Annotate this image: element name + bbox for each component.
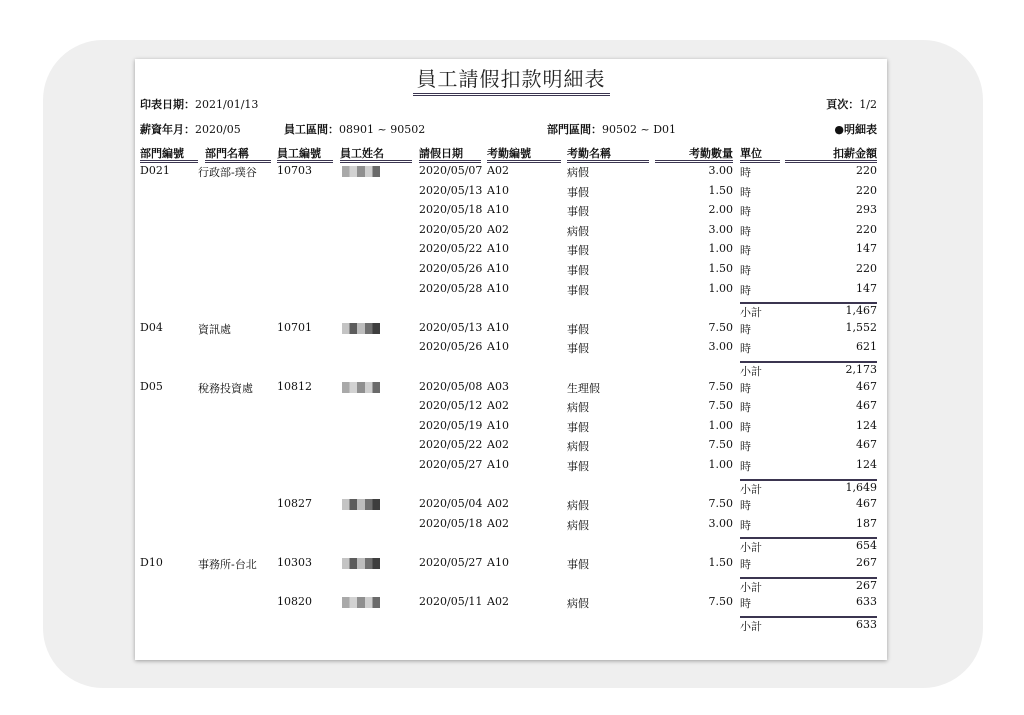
cell-att-code: A02 — [487, 399, 509, 413]
subtotal-amount: 1,467 — [845, 304, 877, 318]
cell-att-name: 病假 — [567, 597, 589, 611]
cell-att-code: A10 — [487, 242, 509, 256]
cell-att-name: 事假 — [567, 264, 589, 277]
cell-att-name: 事假 — [567, 185, 589, 199]
cell-amount: 467 — [856, 379, 877, 393]
subtotal-amount: 654 — [856, 539, 877, 553]
cell-att-code: A10 — [487, 320, 509, 334]
cell-leave-date: 2020/05/18 — [419, 516, 483, 530]
header-underline — [205, 160, 271, 163]
cell-att-name: 病假 — [567, 224, 589, 238]
redacted-employee-name — [342, 499, 380, 510]
cell-att-name: 病假 — [567, 518, 589, 532]
redacted-employee-name — [342, 166, 380, 177]
cell-quantity: 1.00 — [708, 242, 733, 256]
cell-quantity: 1.00 — [708, 418, 733, 432]
subtotal-label: 小計 — [740, 541, 762, 555]
subtotal-label: 小計 — [740, 365, 762, 378]
cell-leave-date: 2020/05/28 — [419, 281, 483, 295]
cell-amount: 267 — [856, 556, 877, 569]
cell-att-name: 事假 — [567, 205, 589, 219]
cell-quantity: 7.50 — [708, 438, 733, 452]
cell-att-code: A10 — [487, 262, 509, 275]
cell-unit: 時 — [740, 283, 751, 297]
cell-unit: 時 — [740, 460, 751, 473]
cell-unit: 時 — [740, 420, 751, 434]
cell-quantity: 1.50 — [708, 556, 733, 569]
cell-unit: 時 — [740, 558, 751, 571]
cell-amount: 467 — [856, 497, 877, 511]
cell-dept-name: 行政部-璞谷 — [198, 166, 257, 179]
cell-amount: 633 — [856, 595, 877, 609]
cell-leave-date: 2020/05/20 — [419, 222, 483, 236]
cell-leave-date: 2020/05/27 — [419, 556, 483, 569]
cell-att-code: A02 — [487, 497, 509, 511]
pay-month: 薪資年月：2020/05 — [140, 123, 241, 136]
cell-unit: 時 — [740, 224, 751, 238]
department-range: 部門區間：90502 ~ D01 — [547, 123, 677, 136]
cell-att-name: 病假 — [567, 166, 589, 179]
cell-amount: 220 — [856, 183, 877, 197]
cell-leave-date: 2020/05/08 — [419, 379, 483, 393]
cell-quantity: 1.50 — [708, 183, 733, 197]
cell-unit: 時 — [740, 401, 751, 415]
cell-emp-no: 10303 — [277, 556, 312, 569]
cell-amount: 220 — [856, 222, 877, 236]
subtotal-label: 小計 — [740, 306, 762, 320]
cell-dept-name: 事務所-台北 — [198, 558, 257, 571]
cell-leave-date: 2020/05/12 — [419, 399, 483, 413]
cell-quantity: 3.00 — [708, 516, 733, 530]
cell-dept-no: D021 — [140, 164, 170, 177]
cell-unit: 時 — [740, 518, 751, 532]
cell-att-code: A10 — [487, 203, 509, 217]
cell-leave-date: 2020/05/26 — [419, 262, 483, 275]
cell-amount: 220 — [856, 164, 877, 177]
redacted-employee-name — [342, 323, 380, 334]
report-mode: ●明細表 — [834, 123, 877, 136]
header-underline — [277, 160, 333, 163]
subtotal-label: 小計 — [740, 619, 762, 633]
cell-unit: 時 — [740, 322, 751, 336]
cell-emp-no: 10820 — [277, 595, 312, 609]
subtotal-label: 小計 — [740, 482, 762, 496]
cell-quantity: 7.50 — [708, 399, 733, 413]
page-number: 頁次：1/2 — [826, 98, 877, 111]
cell-quantity: 1.00 — [708, 458, 733, 471]
cell-leave-date: 2020/05/04 — [419, 497, 483, 511]
cell-att-name: 事假 — [567, 420, 589, 434]
cell-att-code: A10 — [487, 418, 509, 432]
cell-att-name: 事假 — [567, 558, 589, 571]
subtotal-amount: 2,173 — [845, 363, 877, 376]
cell-quantity: 1.50 — [708, 262, 733, 275]
subtotal-amount: 267 — [856, 578, 877, 592]
cell-amount: 467 — [856, 399, 877, 413]
cell-amount: 467 — [856, 438, 877, 452]
cell-quantity: 3.00 — [708, 340, 733, 354]
cell-emp-no: 10827 — [277, 497, 312, 511]
cell-att-name: 事假 — [567, 460, 589, 473]
cell-att-code: A10 — [487, 183, 509, 197]
cell-leave-date: 2020/05/11 — [419, 595, 483, 609]
col-amount: 扣薪金額 — [833, 147, 877, 160]
cell-unit: 時 — [740, 381, 751, 395]
cell-att-name: 病假 — [567, 401, 589, 415]
cell-att-code: A02 — [487, 516, 509, 530]
header-underline — [785, 160, 877, 163]
cell-emp-no: 10701 — [277, 320, 312, 334]
cell-leave-date: 2020/05/07 — [419, 164, 483, 177]
cell-quantity: 7.50 — [708, 379, 733, 393]
cell-dept-name: 稅務投資處 — [198, 381, 253, 395]
cell-amount: 220 — [856, 262, 877, 275]
report-page — [135, 59, 887, 660]
header-underline — [487, 160, 561, 163]
cell-dept-no: D04 — [140, 320, 163, 334]
cell-unit: 時 — [740, 342, 751, 356]
cell-unit: 時 — [740, 440, 751, 454]
cell-att-code: A02 — [487, 595, 509, 609]
cell-att-name: 病假 — [567, 440, 589, 454]
cell-leave-date: 2020/05/27 — [419, 458, 483, 471]
col-att-code: 考勤編號 — [487, 147, 531, 160]
redacted-employee-name — [342, 382, 380, 393]
cell-unit: 時 — [740, 205, 751, 219]
cell-dept-no: D05 — [140, 379, 163, 393]
cell-att-code: A10 — [487, 556, 509, 569]
cell-att-code: A02 — [487, 164, 509, 177]
cell-att-name: 事假 — [567, 244, 589, 258]
cell-amount: 147 — [856, 281, 877, 295]
report-title: 員工請假扣款明細表 — [135, 63, 887, 96]
cell-amount: 293 — [856, 203, 877, 217]
col-emp-name: 員工姓名 — [340, 147, 384, 160]
header-underline — [340, 160, 412, 163]
cell-unit: 時 — [740, 166, 751, 179]
cell-att-code: A02 — [487, 438, 509, 452]
cell-quantity: 7.50 — [708, 595, 733, 609]
cell-att-code: A02 — [487, 222, 509, 236]
redacted-employee-name — [342, 558, 380, 569]
subtotal-amount: 1,649 — [845, 480, 877, 494]
cell-att-code: A10 — [487, 458, 509, 471]
header-underline — [419, 160, 481, 163]
subtotal-amount: 633 — [856, 617, 877, 631]
header-underline — [740, 160, 780, 163]
col-leave-date: 請假日期 — [419, 147, 463, 160]
cell-att-name: 事假 — [567, 322, 589, 336]
col-quantity: 考勤數量 — [689, 147, 733, 160]
cell-quantity: 3.00 — [708, 222, 733, 236]
cell-dept-no: D10 — [140, 556, 163, 569]
cell-leave-date: 2020/05/26 — [419, 340, 483, 354]
cell-quantity: 7.50 — [708, 497, 733, 511]
cell-amount: 124 — [856, 418, 877, 432]
header-underline — [655, 160, 733, 163]
header-underline — [567, 160, 649, 163]
cell-emp-no: 10703 — [277, 164, 312, 177]
cell-quantity: 2.00 — [708, 203, 733, 217]
cell-amount: 1,552 — [845, 320, 877, 334]
cell-att-name: 病假 — [567, 499, 589, 513]
print-date: 印表日期：2021/01/13 — [140, 98, 259, 111]
col-att-name: 考勤名稱 — [567, 147, 611, 160]
cell-emp-no: 10812 — [277, 379, 312, 393]
cell-att-code: A10 — [487, 340, 509, 354]
cell-att-name: 事假 — [567, 342, 589, 356]
cell-quantity: 7.50 — [708, 320, 733, 334]
cell-unit: 時 — [740, 185, 751, 199]
cell-amount: 621 — [856, 340, 877, 354]
cell-leave-date: 2020/05/22 — [419, 438, 483, 452]
cell-amount: 147 — [856, 242, 877, 256]
cell-amount: 124 — [856, 458, 877, 471]
cell-unit: 時 — [740, 597, 751, 611]
col-emp-no: 員工編號 — [277, 147, 321, 160]
cell-leave-date: 2020/05/22 — [419, 242, 483, 256]
subtotal-label: 小計 — [740, 580, 762, 594]
cell-quantity: 1.00 — [708, 281, 733, 295]
cell-leave-date: 2020/05/13 — [419, 183, 483, 197]
col-unit: 單位 — [740, 147, 762, 160]
cell-amount: 187 — [856, 516, 877, 530]
cell-att-name: 生理假 — [567, 381, 600, 395]
cell-leave-date: 2020/05/13 — [419, 320, 483, 334]
cell-leave-date: 2020/05/18 — [419, 203, 483, 217]
col-dept-no: 部門編號 — [140, 147, 184, 160]
col-dept-name: 部門名稱 — [205, 147, 249, 160]
cell-leave-date: 2020/05/19 — [419, 418, 483, 432]
cell-dept-name: 資訊處 — [198, 322, 231, 336]
cell-unit: 時 — [740, 244, 751, 258]
cell-att-code: A10 — [487, 281, 509, 295]
cell-att-code: A03 — [487, 379, 509, 393]
cell-unit: 時 — [740, 499, 751, 513]
cell-quantity: 3.00 — [708, 164, 733, 177]
employee-range: 員工區間：08901 ~ 90502 — [284, 123, 426, 136]
cell-att-name: 事假 — [567, 283, 589, 297]
cell-unit: 時 — [740, 264, 751, 277]
redacted-employee-name — [342, 597, 380, 608]
header-underline — [140, 160, 198, 163]
